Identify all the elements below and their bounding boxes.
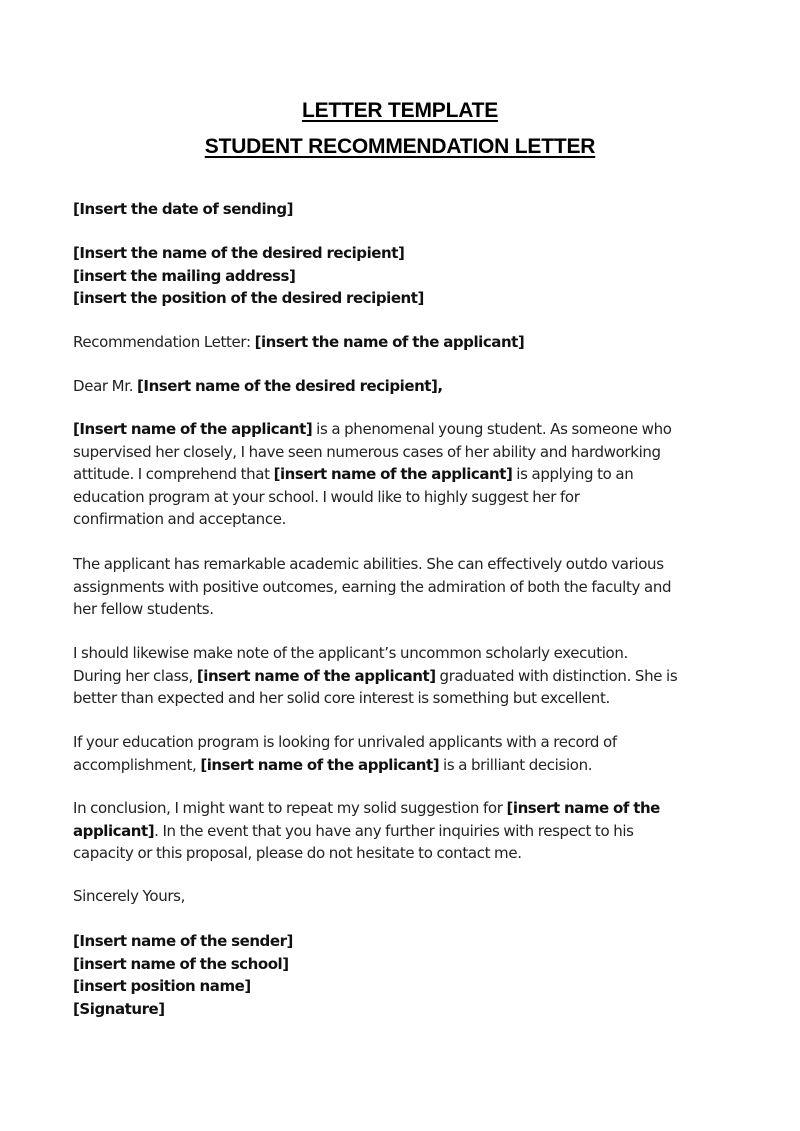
recipient-name: [Insert the name of the desired recipient]: [73, 244, 405, 262]
title-student-recommendation: STUDENT RECOMMENDATION LETTER: [204, 135, 596, 158]
applicant-placeholder: [insert name of the applicant]: [196, 666, 436, 685]
applicant-placeholder: [insert name of the applicant]: [200, 755, 440, 774]
recipient-position: [insert the position of the desired recipient]: [73, 289, 424, 308]
signature-block: [73, 930, 743, 1020]
sender-name: [Insert name of the sender]: [73, 932, 293, 950]
salutation-prefix: Dear Mr.: [73, 377, 138, 395]
subject-value: [insert the name of the applicant]: [254, 333, 525, 351]
applicant-placeholder: [insert name of the applicant]: [273, 465, 513, 484]
subject-label: Recommendation Letter:: [73, 333, 255, 351]
position-name: [insert position name]: [73, 977, 251, 996]
date-placeholder: [Insert the date of sending]: [73, 200, 294, 218]
recipient-address: [insert the mailing address]: [73, 266, 296, 285]
school-name: [insert name of the school]: [73, 954, 289, 973]
salutation: [73, 375, 743, 398]
title-letter-template: LETTER TEMPLATE: [301, 99, 499, 122]
date-line: [73, 198, 743, 221]
paragraph-4: If your education program is looking for unrivaled applicants with a record of accomplishment, [insert name of the applicant] is a brilliant decision.: [73, 733, 617, 774]
subject-line: [73, 331, 743, 354]
signature: [Signature]: [73, 999, 165, 1018]
applicant-placeholder: [insert name of the: [506, 799, 660, 817]
paragraph-5: In conclusion, I might want to repeat my solid suggestion for [insert name of the applicant]. In the event that you have any further inquiries with respect to his capacity or this proposal, please do not hesitate to contact me.: [73, 799, 660, 863]
closing: Sincerely Yours,: [73, 887, 186, 905]
paragraph-1: [Insert name of the applicant] is a phenomenal young student. As someone who supervised her closely, I have seen numerous cases of her ability and hardworking attitude. I comprehend that [insert name of the applicant] is applying to an education program at your school. I would like to highly suggest her for confirmation and acceptance.: [73, 420, 672, 529]
salutation-name: [Insert name of the desired recipient],: [137, 377, 443, 395]
paragraph-3: I should likewise make note of the applicant’s uncommon scholarly execution. During her class, [insert name of the applicant] graduated with distinction. She is better than expected and her solid core interest is something but excellent.: [73, 644, 678, 708]
paragraph-2: The applicant has remarkable academic abilities. She can effectively outdo various assignments with positive outcomes, earning the admiration of both the faculty and her fellow students.: [73, 555, 672, 619]
applicant-placeholder: [Insert name of the applicant]: [73, 420, 313, 438]
recipient-block: [73, 242, 743, 310]
applicant-placeholder: applicant]: [73, 821, 155, 840]
